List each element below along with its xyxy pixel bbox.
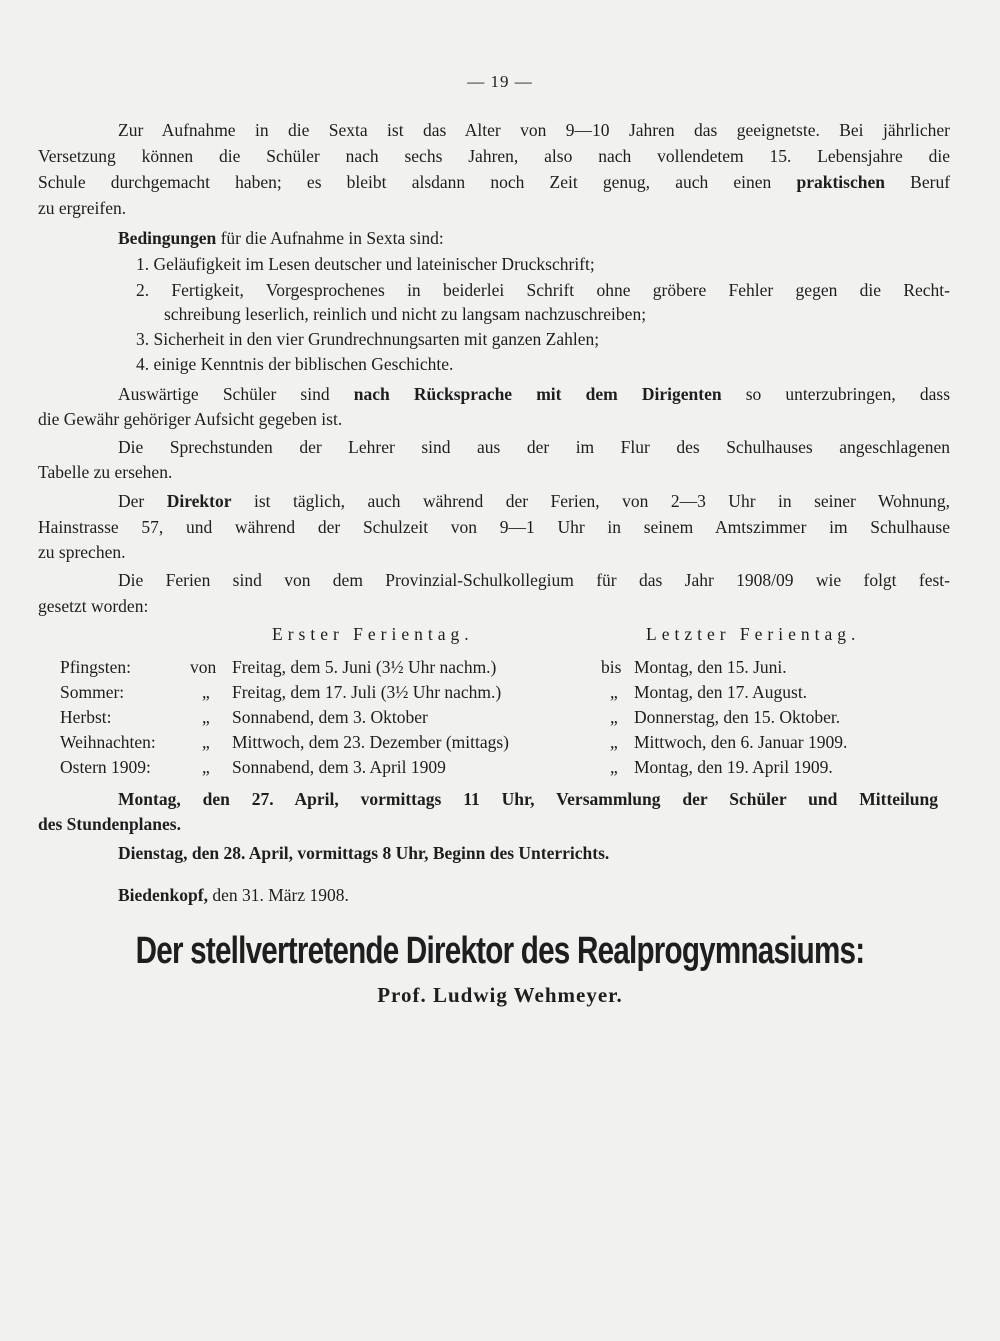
condition-item: 4. einige Kenntnis der biblischen Geschichte.	[136, 354, 454, 374]
text-line: Die Ferien sind von dem Provinzial-Schulkollegium für das Jahr 1908/09 wie folgt fest-	[118, 570, 950, 590]
text-line	[118, 382, 950, 406]
first-day: Mittwoch, dem 23. Dezember (mittags)	[232, 732, 510, 752]
dateline	[118, 883, 349, 907]
table-header-first-day: Erster Ferientag.	[272, 624, 474, 644]
conditions-intro	[118, 226, 444, 250]
text-segment: so unterzubringen, dass	[745, 384, 951, 404]
first-day: Sonnabend, dem 3. April 1909	[232, 757, 446, 777]
text-segment: Beruf	[910, 172, 951, 192]
first-day: Freitag, dem 17. Juli (3½ Uhr nachm.)	[232, 682, 502, 702]
place-name: Biedenkopf,	[118, 885, 208, 905]
last-day: Donnerstag, den 15. Oktober.	[634, 707, 841, 727]
text-segment: Der	[118, 491, 145, 511]
text-line: Versetzung können die Schüler nach sechs Jahren, also nach vollendetem 15. Lebensjahre die	[38, 146, 950, 166]
text-line: Die Sprechstunden der Lehrer sind aus der im Flur des Schulhauses angeschlagenen	[118, 437, 950, 457]
ditto-mark: „	[202, 732, 210, 752]
from-word: von	[190, 657, 217, 677]
signature-name: Prof. Ludwig Wehmeyer.	[377, 983, 623, 1007]
bold-text: Direktor	[166, 491, 232, 511]
last-day: Montag, den 19. April 1909.	[634, 757, 833, 777]
condition-item: 3. Sicherheit in den vier Grundrechnungsarten mit ganzen Zahlen;	[136, 329, 600, 349]
holiday-name: Herbst:	[60, 707, 112, 727]
last-day: Montag, den 17. August.	[634, 682, 808, 702]
text-line: gesetzt worden:	[38, 596, 149, 616]
ditto-mark: „	[610, 682, 618, 702]
condition-item-continuation: schreibung leserlich, reinlich und nicht zu langsam nachzuschreiben;	[164, 304, 647, 324]
text-line: Hainstrasse 57, und während der Schulzeit von 9—1 Uhr in seinem Amtszimmer im Schulhause	[38, 517, 950, 537]
condition-item: 2. Fertigkeit, Vorgesprochenes in beiderlei Schrift ohne gröbere Fehler gegen die Recht-	[136, 280, 950, 300]
ditto-mark: „	[610, 757, 618, 777]
date-text: den 31. März 1908.	[212, 885, 349, 905]
text-segment: Auswärtige Schüler sind	[118, 384, 330, 404]
page-number: — 19 —	[467, 72, 533, 91]
announcement-assembly-continuation: des Stundenplanes.	[38, 814, 181, 834]
signature-title: Der stellvertretende Direktor des Realprogymnasiums:	[135, 930, 865, 972]
text-segment: Schule durchgemacht haben; es bleibt alsdann noch Zeit genug, auch einen	[38, 172, 772, 192]
until-word: bis	[601, 657, 622, 677]
ditto-mark: „	[610, 732, 618, 752]
text-line	[38, 170, 950, 194]
holiday-name: Weihnachten:	[60, 732, 156, 752]
text-line: zu sprechen.	[38, 542, 126, 562]
ditto-mark: „	[610, 707, 618, 727]
text-segment: ist täglich, auch während der Ferien, von 2—3 Uhr in seiner Wohnung,	[254, 491, 951, 511]
first-day: Sonnabend, dem 3. Oktober	[232, 707, 428, 727]
bold-text: Bedingungen	[118, 228, 217, 248]
ditto-mark: „	[202, 707, 210, 727]
ditto-mark: „	[202, 682, 210, 702]
text-segment: für die Aufnahme in Sexta sind:	[220, 228, 444, 248]
first-day: Freitag, dem 5. Juni (3½ Uhr nachm.)	[232, 657, 497, 677]
text-line: Tabelle zu ersehen.	[38, 462, 173, 482]
holiday-name: Sommer:	[60, 682, 125, 702]
holiday-name: Pfingsten:	[60, 657, 131, 677]
bold-text: Dirigenten	[641, 384, 722, 404]
text-line: Zur Aufnahme in die Sexta ist das Alter von 9—10 Jahren das geeignetste. Bei jährlicher	[118, 120, 950, 140]
bold-text: nach Rücksprache mit dem	[353, 384, 618, 404]
announcement-lessons-start: Dienstag, den 28. April, vormittags 8 Uhr, Beginn des Unterrichts.	[118, 843, 610, 863]
holiday-name: Ostern 1909:	[60, 757, 151, 777]
ditto-mark: „	[202, 757, 210, 777]
last-day: Montag, den 15. Juni.	[634, 657, 787, 677]
bold-text: praktischen	[796, 172, 885, 192]
text-line: zu ergreifen.	[38, 198, 127, 218]
announcement-assembly: Montag, den 27. April, vormittags 11 Uhr, Versammlung der Schüler und Mitteilung	[118, 789, 938, 809]
last-day: Mittwoch, den 6. Januar 1909.	[634, 732, 848, 752]
text-line: die Gewähr gehöriger Aufsicht gegeben ist.	[38, 409, 343, 429]
condition-item: 1. Geläufigkeit im Lesen deutscher und lateinischer Druckschrift;	[136, 254, 595, 274]
table-header-last-day: Letzter Ferientag.	[646, 624, 861, 644]
text-line	[118, 489, 950, 513]
